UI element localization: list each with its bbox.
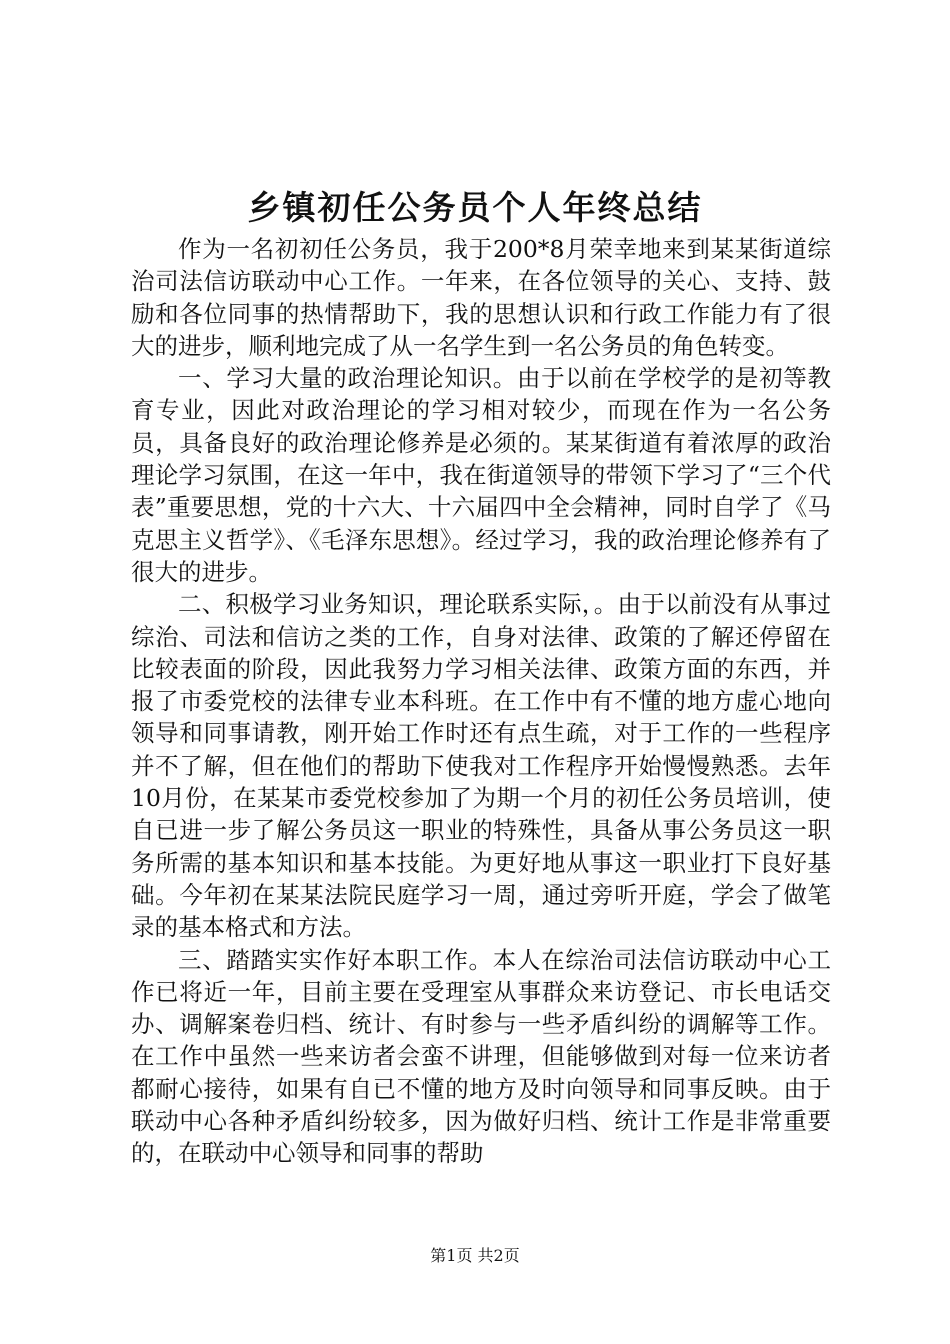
document-body: [131, 233, 831, 1170]
document-title: 乡镇初任公务员个人年终总结: [247, 188, 703, 227]
paragraph-section-3: 三、踏踏实实作好本职工作。本人在综治司法信访联动中心工作已将近一年，目前主要在受理室从事群众来访登记、市长电话交办、调解案卷归档、统计、有时参与一些矛盾纠纷的调解等工作。在工作中虽然一些来访者会蛮不讲理，但能够做到对每一位来访者都耐心接待，如果有自已不懂的地方及时向领导和同事反映。由于联动中心各种矛盾纠纷较多，因为做好归档、统计工作是非常重要的，在联动中心领导和同事的帮助: [131, 945, 831, 1168]
paragraph-section-2: 二、积极学习业务知识，理论联系实际，。由于以前没有从事过综治、司法和信访之类的工作，自身对法律、政策的了解还停留在比较表面的阶段，因此我努力学习相关法律、政策方面的东西，并报了市委党校的法律专业本科班。在工作中有不懂的地方虚心地向领导和同事请教，刚开始工作时还有点生疏，对于工作的一些程序并不了解，但在他们的帮助下使我对工作程序开始慢慢熟悉。去年10月份，在某某市委党校参加了为期一个月的初任公务员培训，使自已进一步了解公务员这一职业的特殊性，具备从事公务员这一职务所需的基本知识和基本技能。为更好地从事这一职业打下良好基础。今年初在某某法院民庭学习一周，通过旁听开庭，学会了做笔录的基本格式和方法。: [131, 590, 831, 942]
paragraph-section-1: 一、学习大量的政治理论知识。由于以前在学校学的是初等教育专业，因此对政治理论的学习相对较少，而现在作为一名公务员，具备良好的政治理论修养是必须的。某某街道有着浓厚的政治理论学习氛围，在这一年中，我在街道领导的带领下学习了“三个代表”重要思想，党的十六大、十六届四中全会精神，同时自学了《马克思主义哲学》、《毛泽东思想》。经过学习，我的政治理论修养有了很大的进步。: [131, 364, 831, 586]
page-number-footer: 第1页 共2页: [430, 1246, 520, 1265]
paragraph-intro: 作为一名初初任公务员，我于200*8月荣幸地来到某某街道综治司法信访联动中心工作。一年来，在各位领导的关心、支持、鼓励和各位同事的热情帮助下，我的思想认识和行政工作能力有了很大的进步，顺利地完成了从一名学生到一名公务员的角色转变。: [131, 235, 831, 360]
